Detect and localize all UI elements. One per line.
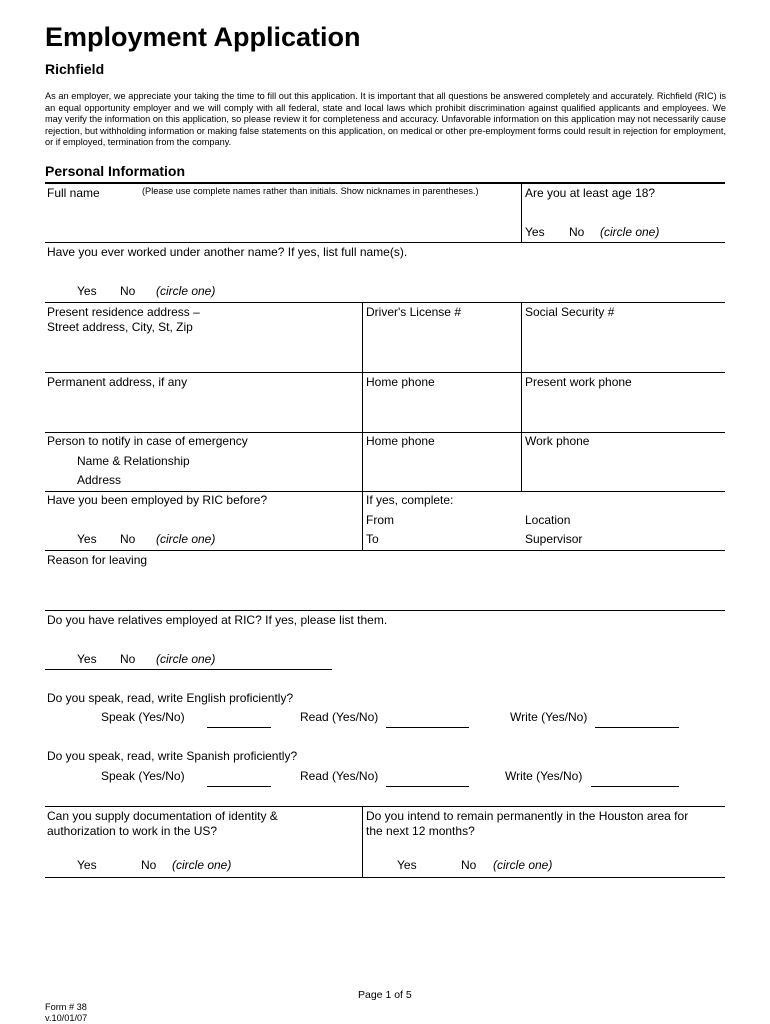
documentation-label-line2: authorization to work in the US? bbox=[47, 824, 218, 838]
employed-before-no-option[interactable]: No bbox=[120, 532, 136, 546]
section-title-personal-information: Personal Information bbox=[45, 163, 186, 179]
documentation-no-option[interactable]: No bbox=[141, 858, 157, 872]
spanish-label: Do you speak, read, write Spanish proficiently? bbox=[47, 749, 298, 763]
row-divider bbox=[45, 242, 725, 243]
english-write-label: Write (Yes/No) bbox=[510, 710, 588, 724]
divider bbox=[362, 432, 363, 491]
ssn-label: Social Security # bbox=[525, 305, 615, 319]
divider bbox=[362, 491, 363, 550]
houston-yes-option[interactable]: Yes bbox=[397, 858, 417, 872]
divider bbox=[362, 302, 363, 372]
english-read-label: Read (Yes/No) bbox=[300, 710, 379, 724]
divider bbox=[362, 372, 363, 432]
divider bbox=[362, 806, 363, 877]
divider bbox=[521, 184, 522, 242]
english-read-field[interactable] bbox=[386, 727, 469, 728]
page-number: Page 1 of 5 bbox=[358, 989, 412, 1001]
houston-label-line1: Do you intend to remain permanently in the Houston area for bbox=[366, 809, 689, 823]
age-yes-option[interactable]: Yes bbox=[525, 225, 545, 239]
residence-label-line1: Present residence address – bbox=[47, 305, 200, 319]
emergency-work-phone-label: Work phone bbox=[525, 434, 590, 448]
spanish-speak-label: Speak (Yes/No) bbox=[101, 769, 185, 783]
row-divider bbox=[45, 610, 725, 611]
row-divider bbox=[45, 550, 725, 551]
supervisor-label: Supervisor bbox=[525, 532, 583, 546]
divider bbox=[521, 302, 522, 372]
page-title: Employment Application bbox=[45, 22, 361, 52]
english-speak-label: Speak (Yes/No) bbox=[101, 710, 185, 724]
other-name-no-option[interactable]: No bbox=[120, 284, 136, 298]
drivers-license-label: Driver's License # bbox=[366, 305, 461, 319]
english-write-field[interactable] bbox=[595, 727, 679, 728]
full-name-label: Full name bbox=[47, 186, 100, 200]
relatives-label: Do you have relatives employed at RIC? If yes, please list them. bbox=[47, 613, 388, 627]
present-work-phone-label: Present work phone bbox=[525, 375, 632, 389]
row-divider bbox=[45, 432, 725, 433]
row-divider bbox=[45, 806, 725, 807]
divider bbox=[521, 372, 522, 432]
documentation-yes-option[interactable]: Yes bbox=[77, 858, 97, 872]
relatives-circle-hint: (circle one) bbox=[156, 652, 216, 666]
relatives-yes-option[interactable]: Yes bbox=[77, 652, 97, 666]
other-name-label: Have you ever worked under another name? If yes, list full name(s). bbox=[47, 245, 408, 259]
english-label: Do you speak, read, write English proficiently? bbox=[47, 691, 294, 705]
full-name-hint: (Please use complete names rather than initials. Show nicknames in parentheses.) bbox=[142, 186, 479, 196]
emergency-label: Person to notify in case of emergency bbox=[47, 434, 248, 448]
relatives-no-option[interactable]: No bbox=[120, 652, 136, 666]
permanent-address-label: Permanent address, if any bbox=[47, 375, 188, 389]
form-number: Form # 38 bbox=[45, 1002, 87, 1012]
section-divider bbox=[45, 182, 725, 184]
from-label: From bbox=[366, 513, 394, 527]
row-divider bbox=[45, 302, 725, 303]
name-relationship-label: Name & Relationship bbox=[77, 454, 190, 468]
form-version: v.10/01/07 bbox=[45, 1013, 88, 1023]
documentation-label-line1: Can you supply documentation of identity & bbox=[47, 809, 278, 823]
age-circle-hint: (circle one) bbox=[600, 225, 660, 239]
age-question-label: Are you at least age 18? bbox=[525, 186, 656, 200]
spanish-write-field[interactable] bbox=[591, 786, 679, 787]
row-divider bbox=[45, 372, 725, 373]
row-divider bbox=[45, 491, 725, 492]
documentation-circle-hint: (circle one) bbox=[172, 858, 232, 872]
employed-before-yes-option[interactable]: Yes bbox=[77, 532, 97, 546]
spanish-speak-field[interactable] bbox=[207, 786, 271, 787]
row-divider bbox=[45, 877, 725, 878]
row-divider bbox=[45, 669, 332, 670]
home-phone-label: Home phone bbox=[366, 375, 435, 389]
spanish-write-label: Write (Yes/No) bbox=[505, 769, 583, 783]
english-speak-field[interactable] bbox=[207, 727, 271, 728]
location-label: Location bbox=[525, 513, 571, 527]
if-yes-complete-label: If yes, complete: bbox=[366, 493, 454, 507]
employed-before-circle-hint: (circle one) bbox=[156, 532, 216, 546]
divider bbox=[521, 432, 522, 491]
houston-no-option[interactable]: No bbox=[461, 858, 477, 872]
residence-label-line2: Street address, City, St, Zip bbox=[47, 320, 193, 334]
spanish-read-label: Read (Yes/No) bbox=[300, 769, 379, 783]
to-label: To bbox=[366, 532, 379, 546]
houston-label-line2: the next 12 months? bbox=[366, 824, 475, 838]
emergency-home-phone-label: Home phone bbox=[366, 434, 435, 448]
intro-paragraph: As an employer, we appreciate your taking the time to fill out this application. It is important that all questions be answered completely and accurately. Richfield (RIC) is an equal opportunity employer and we will comply with all federal, state and local laws which prohibit discrimination against qualified applicants and employees. We may verify the information on this application, so please review it for completeness and accuracy. Unfavorable information on this application may not necessarily cause rejection, but withholding information or making false statements on this application, on medical or other pre-employment forms could result in rejection for employment, or if employed, termination from the company. bbox=[45, 91, 726, 148]
spanish-read-field[interactable] bbox=[386, 786, 469, 787]
emergency-address-label: Address bbox=[77, 473, 122, 487]
reason-leaving-label: Reason for leaving bbox=[47, 553, 148, 567]
age-no-option[interactable]: No bbox=[569, 225, 585, 239]
company-name: Richfield bbox=[45, 61, 105, 77]
houston-circle-hint: (circle one) bbox=[493, 858, 553, 872]
employed-before-label: Have you been employed by RIC before? bbox=[47, 493, 268, 507]
other-name-circle-hint: (circle one) bbox=[156, 284, 216, 298]
other-name-yes-option[interactable]: Yes bbox=[77, 284, 97, 298]
